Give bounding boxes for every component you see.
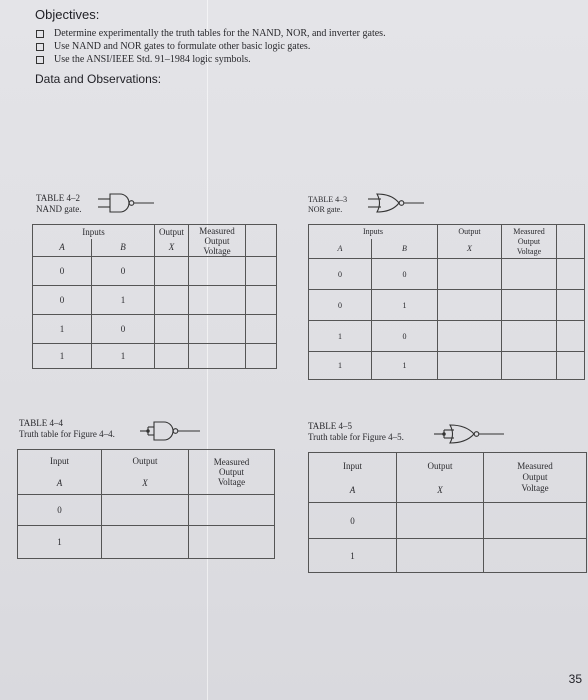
cell-extra [246,286,277,315]
table-row [33,257,277,286]
cell-b: 1 [92,344,155,369]
cell-measured[interactable] [189,526,275,559]
table-row [309,290,585,321]
cell-output[interactable] [102,526,189,559]
nor-gate-icon [366,191,430,215]
cell-output[interactable] [155,344,189,369]
measured-header [189,450,275,495]
objective-item [36,40,386,53]
table-4-5-caption [308,421,404,443]
measured-line-1: Measured [213,457,250,467]
measured-line-1: Measured [517,461,553,471]
cell-output[interactable] [438,321,502,352]
cell-output[interactable] [155,257,189,286]
measured-line-3: Voltage [521,483,549,493]
measured-header [189,225,246,257]
cell-a: 1 [18,526,102,559]
cell-measured[interactable] [189,495,275,526]
table-row [18,495,275,526]
cell-measured[interactable] [502,321,557,352]
measured-line-1: Measured [199,225,235,236]
square-bullet-icon [36,56,44,64]
cell-measured[interactable] [189,344,246,369]
table-row [309,259,585,290]
nand-tied-inputs-icon [138,418,204,444]
blank-header [246,225,277,257]
table-title: TABLE 4–5 [308,421,353,431]
table-4-3-caption [308,195,347,215]
cell-output[interactable] [438,290,502,321]
cell-output[interactable] [438,259,502,290]
cell-output[interactable] [102,495,189,526]
col-a-header: A [309,239,372,259]
objectives-section [0,0,588,110]
objective-text: Determine experimentally the truth tables for the NAND, NOR, and inverter gates. [54,27,386,39]
table-title: TABLE 4–2 [36,193,81,203]
objective-item [36,27,386,40]
measured-header [502,225,557,259]
output-header: Output [397,453,484,479]
measured-line-2: Output [204,235,230,246]
cell-measured[interactable] [189,315,246,344]
output-header: Output [102,450,189,473]
cell-extra [557,290,585,321]
cell-a: 1 [33,344,92,369]
cell-b: 0 [372,259,438,290]
cell-a: 0 [18,495,102,526]
cell-extra [557,321,585,352]
cell-extra [246,315,277,344]
table-row [309,503,587,539]
objective-text: Use NAND and NOR gates to formulate other basic logic gates. [54,40,311,52]
table-subtitle: Truth table for Figure 4–5. [308,432,404,442]
measured-line-3: Voltage [217,477,246,487]
table-title: TABLE 4–4 [19,418,64,428]
cell-measured[interactable] [189,286,246,315]
measured-header [484,453,587,503]
col-b-header: B [92,239,155,257]
table-row [33,344,277,369]
table-row [309,539,587,573]
cell-b: 0 [372,321,438,352]
output-var-header: X [397,479,484,503]
cell-extra [246,344,277,369]
cell-extra [557,259,585,290]
data-observations-heading: Data and Observations: [35,72,162,86]
output-header: Output [155,225,189,239]
cell-output[interactable] [438,352,502,380]
cell-a: 0 [309,259,372,290]
table-subtitle: NAND gate. [36,204,82,214]
table-row [309,321,585,352]
cell-measured[interactable] [502,259,557,290]
inputs-header: Inputs [309,225,438,239]
output-var-header: X [438,239,502,259]
cell-output[interactable] [397,503,484,539]
measured-line-3: Voltage [203,245,231,256]
cell-a: 1 [309,539,397,573]
cell-b: 0 [92,257,155,286]
measured-line-2: Output [522,472,548,482]
cell-extra [246,257,277,286]
cell-measured[interactable] [502,290,557,321]
table-row [18,526,275,559]
measured-line-1: Measured [513,226,545,236]
input-header: Input [309,453,397,479]
objectives-heading: Objectives: [35,7,100,22]
cell-a: 1 [309,321,372,352]
measured-line-3: Voltage [516,246,542,256]
table-row [309,352,585,380]
square-bullet-icon [36,43,44,51]
cell-output[interactable] [397,539,484,573]
table-subtitle: Truth table for Figure 4–4. [19,429,115,439]
cell-measured[interactable] [484,539,587,573]
nand-gate-icon [96,191,160,215]
input-var-header: A [18,473,102,495]
square-bullet-icon [36,30,44,38]
table-4-3-nor [308,224,585,380]
page-number: 35 [568,672,582,686]
table-subtitle: NOR gate. [308,205,343,214]
cell-measured[interactable] [189,257,246,286]
objective-item [36,53,386,66]
table-4-2-caption [36,193,82,215]
cell-a: 0 [33,286,92,315]
cell-extra [557,352,585,380]
table-row [33,315,277,344]
table-row [33,286,277,315]
cell-b: 1 [92,286,155,315]
cell-a: 0 [309,290,372,321]
table-4-4 [17,449,275,559]
table-4-2-nand [32,224,277,369]
measured-line-2: Output [218,467,244,477]
objectives-list [36,27,386,66]
cell-output[interactable] [155,286,189,315]
output-var-header: X [102,473,189,495]
table-title: TABLE 4–3 [308,195,348,204]
cell-b: 1 [372,290,438,321]
col-b-header: B [372,239,438,259]
measured-line-2: Output [517,236,541,246]
nor-tied-inputs-icon [432,421,508,447]
table-4-4-caption [19,418,115,440]
cell-a: 1 [309,352,372,380]
objective-text: Use the ANSI/IEEE Std. 91–1984 logic symbols. [54,53,251,65]
cell-output[interactable] [155,315,189,344]
input-header: Input [18,450,102,473]
blank-header [557,225,585,259]
cell-b: 1 [372,352,438,380]
input-var-header: A [309,479,397,503]
cell-measured[interactable] [502,352,557,380]
cell-a: 0 [33,257,92,286]
output-header: Output [438,225,502,239]
cell-a: 1 [33,315,92,344]
cell-a: 0 [309,503,397,539]
table-4-5 [308,452,587,573]
inputs-header: Inputs [33,225,155,239]
cell-measured[interactable] [484,503,587,539]
cell-b: 0 [92,315,155,344]
output-var-header: X [155,239,189,257]
col-a-header: A [33,239,92,257]
